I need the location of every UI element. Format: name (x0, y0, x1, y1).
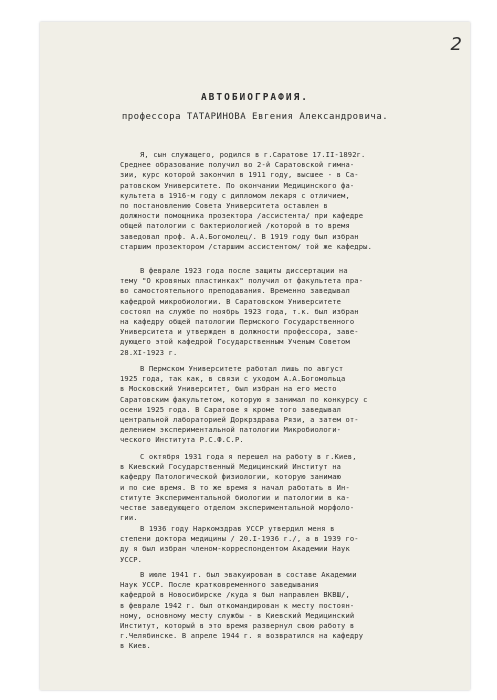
text-line: в Киевский Государственный Медицинский Институт на (120, 462, 342, 472)
text-line: степени доктора медицины / 20.I-1936 г./, а в 1939 го- (120, 534, 359, 544)
text-line: Среднее образование получил во 2-й Саратовской гимна- (120, 160, 355, 170)
text-line: 1925 года, так как, в связи с уходом А.А.Богомольца (120, 374, 346, 384)
text-line: В феврале 1923 года после защиты диссертации на (140, 266, 348, 275)
text-line: ческого Института Р.С.Ф.С.Р. (120, 435, 244, 445)
text-line: ному, основному месту службы - в Киевский Медицинский (120, 610, 355, 620)
text-line: Университета и утвержден в должности профессора, заве- (120, 327, 359, 337)
text-line: гии. (120, 513, 138, 523)
text-line: культета в 1916-м году с дипломом лекаря с отличием, (120, 190, 350, 200)
text-line: в Московский Университет, был избран на его место (120, 384, 337, 394)
text-line: заведовал проф. А.А.Богомолец/. В 1919 году был избран (120, 231, 359, 241)
text-line: старшим прозектором /старшим ассистентом/ той же кафедры. (120, 241, 372, 251)
paragraph-birth-education (120, 150, 465, 252)
text-line: ду я был избран членом-корреспондентом Академии Наук (120, 544, 350, 554)
text-line: тему "О кровяных пластинках" получил от факультета пра- (120, 276, 364, 286)
text-line: кафедрой микробиологии. В Саратовском Университете (120, 296, 342, 306)
text-line: Саратовским факультетом, которую я занимал по конкурсу с (120, 394, 368, 404)
text-line: во самостоятельного преподавания. Временно заведывал (120, 286, 350, 296)
text-line: в феврале 1942 г. был откомандирован к месту постоян- (120, 600, 355, 610)
text-line: В 1936 году Наркомздрав УССР утвердил меня в (140, 524, 335, 533)
document-page (40, 22, 470, 690)
text-line: В Пермском Университете работал лишь по август (140, 364, 344, 373)
text-line: ратовском Университете. По окончании Медицинского фа- (120, 180, 355, 190)
paragraph-kiev-institute (120, 452, 465, 523)
paragraph-doctorate (120, 524, 465, 565)
text-line: ституте Экспериментальной биологии и патологии в ка- (120, 492, 350, 502)
text-line: состоял на службе по ноябрь 1923 года, т.к. был избран (120, 306, 359, 316)
text-line: осени 1925 года. В Саратове я кроме того заведывал (120, 404, 342, 414)
document-subtitle: профессора ТАТАРИНОВА Евгения Александровича. (121, 112, 389, 122)
text-line: Институт, который в это время развернул свою работу в (120, 621, 355, 631)
text-line: Я, сын служащего, родился в г.Саратове 17.II-1892г. (140, 150, 366, 159)
text-line: общей патологии с бактериологией /которой в то время (120, 221, 350, 231)
text-line: зии, курс которой закончил в 1911 году, высшее - в Са- (120, 170, 359, 180)
text-line: В июле 1941 г. был эвакуирован в составе Академии (140, 570, 357, 579)
text-line: должности помощника прозектора /ассистента/ при кафедре (120, 211, 364, 221)
paragraph-dissertation (120, 266, 465, 358)
page-number: 2 (450, 34, 462, 55)
text-line: Наук УССР. После кратковременного заведывания (120, 580, 319, 590)
text-line: центральной лабораторией Доркрздрава Рязи, а затем от- (120, 415, 359, 425)
paragraph-evacuation (120, 570, 465, 652)
text-line: кафедрой в Новосибирске /куда я был направлен ВКВШ/, (120, 590, 350, 600)
text-line: дующего этой кафедрой Государственным Ученым Советом (120, 337, 350, 347)
text-line: по постановлению Совета Университета оставлен в (120, 201, 328, 211)
text-line: г.Челябинске. В апреле 1944 г. я возвратился на кафедру (120, 631, 364, 641)
text-line: С октября 1931 года я перешел на работу в г.Киев, (140, 452, 357, 461)
text-line: в Киев. (120, 641, 151, 651)
text-line: 28.XI-1923 г. (120, 347, 178, 357)
text-line: на кафедру общей патологии Пермского Государственного (120, 317, 355, 327)
paragraph-perm-university (120, 364, 465, 446)
document-title: АВТОБИОГРАФИЯ. (200, 92, 310, 103)
text-line: делением экспериментальной патологии Микробиологи- (120, 425, 342, 435)
text-line: кафедру Патологической физиологии, которую занимаю (120, 472, 342, 482)
text-line: честве заведующего отделом экспериментальной морфоло- (120, 503, 355, 513)
text-line: и по сие время. В то же время я начал работать в Ин- (120, 482, 350, 492)
text-line: УССР. (120, 554, 143, 564)
